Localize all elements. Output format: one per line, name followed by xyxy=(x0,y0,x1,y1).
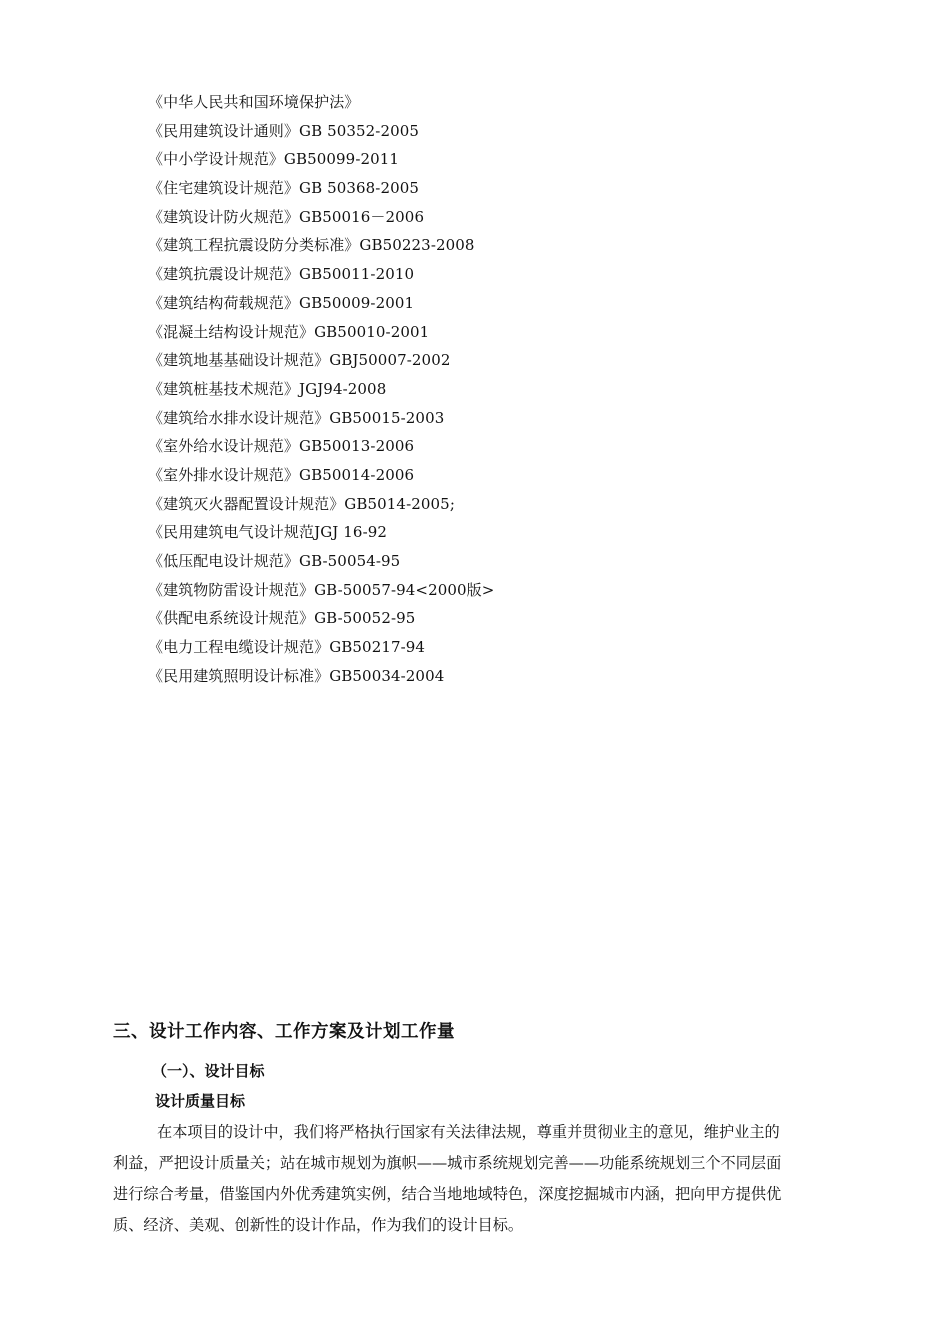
section-heading: 三、设计工作内容、工作方案及计划工作量 xyxy=(113,1022,455,1042)
reference-item: 《建筑灭火器配置设计规范》GB5014-2005; xyxy=(148,494,455,513)
reference-item: 《建筑工程抗震设防分类标准》GB50223-2008 xyxy=(148,236,475,255)
reference-item: 《民用建筑电气设计规范JGJ 16-92 xyxy=(148,523,388,542)
reference-item: 《建筑抗震设计规范》GB50011-2010 xyxy=(148,265,415,284)
subsection-heading: （一）、设计目标 xyxy=(152,1062,265,1080)
reference-item: 《室外排水设计规范》GB50014-2006 xyxy=(148,465,415,484)
paragraph-line: 在本项目的设计中，我们将严格执行国家有关法律法规，尊重并贯彻业主的意见，维护业主的 xyxy=(157,1123,780,1141)
reference-item: 《住宅建筑设计规范》GB 50368-2005 xyxy=(148,179,420,198)
reference-item: 《建筑设计防火规范》GB50016－2006 xyxy=(148,207,425,226)
reference-item: 《建筑物防雷设计规范》GB-50057-94<2000版> xyxy=(148,580,495,599)
reference-item: 《室外给水设计规范》GB50013-2006 xyxy=(148,437,415,456)
reference-item: 《民用建筑设计通则》GB 50352-2005 xyxy=(148,121,420,140)
reference-item: 《混凝土结构设计规范》GB50010-2001 xyxy=(148,322,430,341)
reference-standards-list xyxy=(148,88,848,690)
reference-item: 《建筑结构荷载规范》GB50009-2001 xyxy=(148,293,415,312)
paragraph-line: 进行综合考量，借鉴国内外优秀建筑实例，结合当地地域特色，深度挖掘城市内涵，把向甲方提供优 xyxy=(113,1185,782,1203)
reference-item: 《建筑给水排水设计规范》GB50015-2003 xyxy=(148,408,445,427)
reference-item: 《中小学设计规范》GB50099-2011 xyxy=(148,150,400,169)
design-quality-heading: 设计质量目标 xyxy=(155,1092,246,1110)
design-goal-paragraph xyxy=(113,1117,843,1241)
reference-item: 《建筑地基基础设计规范》GBJ50007-2002 xyxy=(148,351,451,370)
paragraph-line: 质、经济、美观、创新性的设计作品，作为我们的设计目标。 xyxy=(113,1216,524,1234)
reference-item: 《供配电系统设计规范》GB-50052-95 xyxy=(148,609,416,628)
reference-item: 《低压配电设计规范》GB-50054-95 xyxy=(148,552,401,570)
reference-item: 《电力工程电缆设计规范》GB50217-94 xyxy=(148,638,426,657)
paragraph-line: 利益，严把设计质量关；站在城市规划为旗帜——城市系统规划完善——功能系统规划三个不同层面 xyxy=(113,1154,782,1172)
reference-item: 《建筑桩基技术规范》JGJ94-2008 xyxy=(148,379,387,398)
reference-item: 《中华人民共和国环境保护法》 xyxy=(148,93,360,111)
reference-item: 《民用建筑照明设计标准》GB50034-2004 xyxy=(148,666,445,685)
